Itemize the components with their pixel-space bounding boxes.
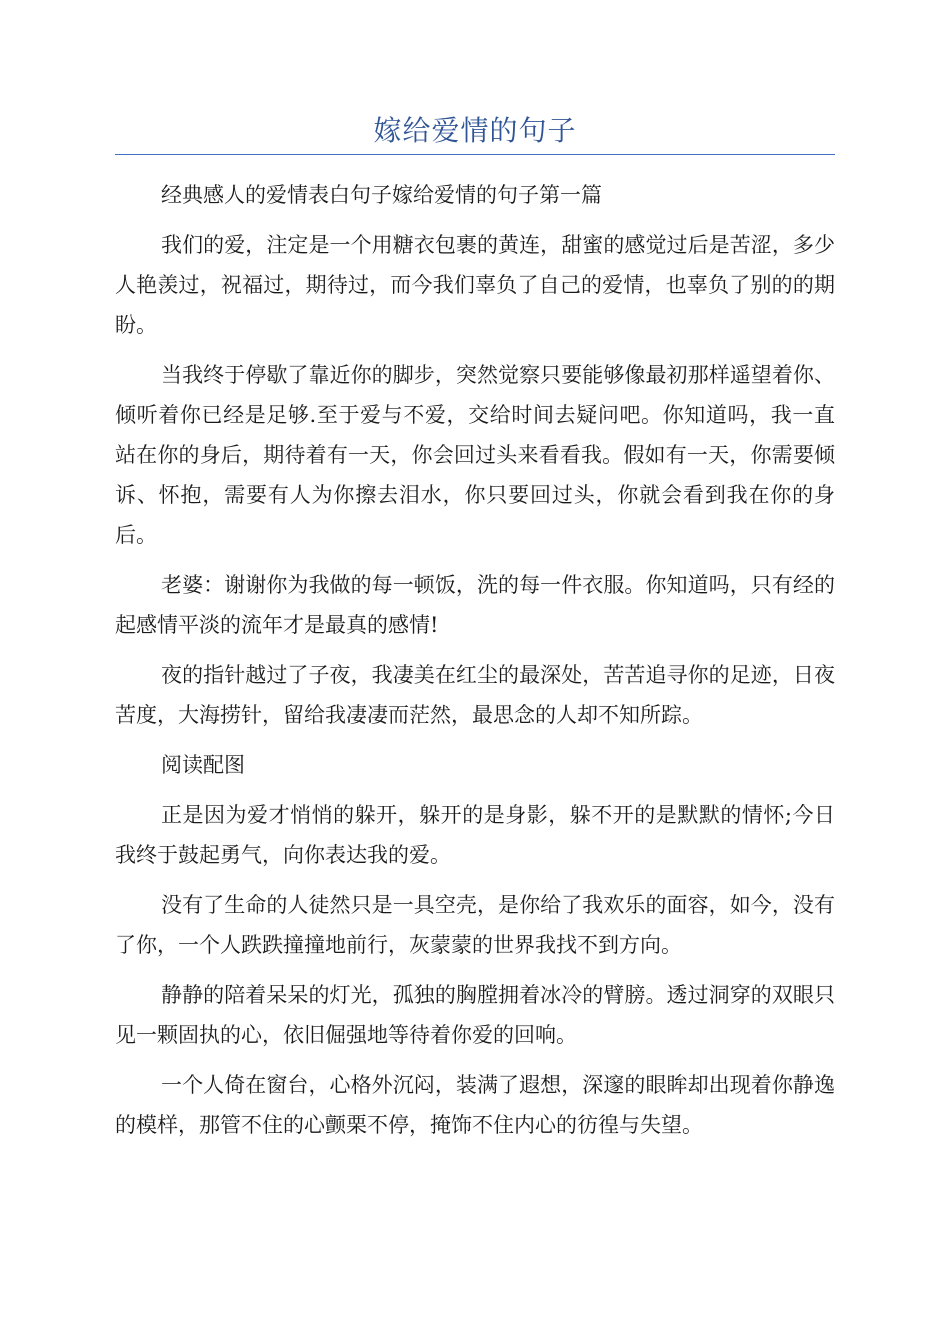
image-caption: 阅读配图 (161, 753, 245, 777)
paragraph-heading: 经典感人的爱情表白句子嫁给爱情的句子第一篇 (161, 183, 602, 207)
paragraph: 夜的指针越过了子夜，我凄美在红尘的最深处，苦苦追寻你的足迹，日夜苦度，大海捞针，留给我凄凄而茫然，最思念的人却不知所踪。 (115, 663, 835, 727)
page-title: 嫁给爱情的句子 (373, 114, 577, 147)
document-body (115, 175, 835, 1155)
paragraph: 一个人倚在窗台，心格外沉闷，装满了遐想，深邃的眼眸却出现着你静逸的模样，那管不住的心颤栗不停，掩饰不住内心的彷徨与失望。 (115, 1073, 835, 1137)
paragraph: 我们的爱，注定是一个用糖衣包裹的黄连，甜蜜的感觉过后是苦涩，多少人艳羡过，祝福过，期待过，而今我们辜负了自己的爱情，也辜负了别的的期盼。 (115, 233, 835, 337)
title-divider (115, 154, 835, 155)
paragraph: 正是因为爱才悄悄的躲开，躲开的是身影，躲不开的是默默的情怀;今日我终于鼓起勇气，向你表达我的爱。 (115, 803, 835, 867)
paragraph: 当我终于停歇了靠近你的脚步，突然觉察只要能够像最初那样遥望着你、倾听着你已经是足够.至于爱与不爱，交给时间去疑问吧。你知道吗，我一直站在你的身后，期待着有一天，你会回过头来看看我。假如有一天，你需要倾诉、怀抱，需要有人为你擦去泪水，你只要回过头，你就会看到我在你的身后。 (115, 363, 835, 547)
paragraph: 没有了生命的人徒然只是一具空壳，是你给了我欢乐的面容，如今，没有了你，一个人跌跌撞撞地前行，灰蒙蒙的世界我找不到方向。 (115, 893, 835, 957)
paragraph: 静静的陪着呆呆的灯光，孤独的胸膛拥着冰冷的臂膀。透过洞穿的双眼只见一颗固执的心，依旧倔强地等待着你爱的回响。 (115, 983, 835, 1047)
paragraph: 老婆：谢谢你为我做的每一顿饭，洗的每一件衣服。你知道吗，只有经的起感情平淡的流年才是最真的感情! (115, 573, 835, 637)
